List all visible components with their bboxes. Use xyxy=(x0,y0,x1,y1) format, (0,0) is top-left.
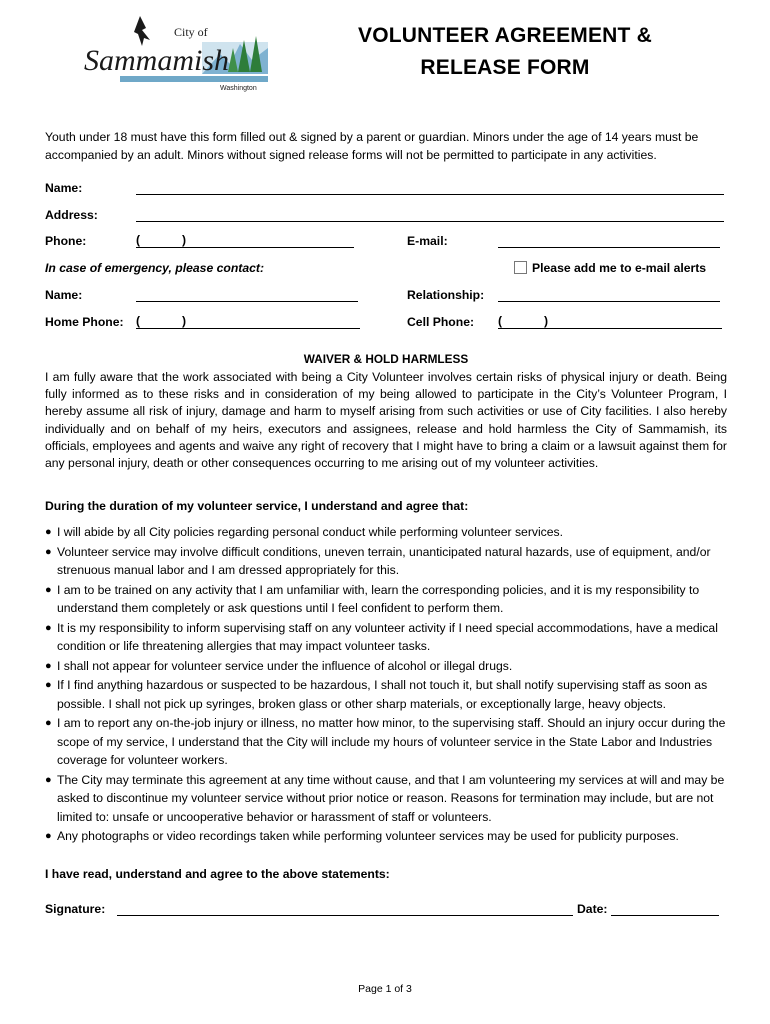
title-line-2: RELEASE FORM xyxy=(420,56,590,79)
email-alerts-label: Please add me to e-mail alerts xyxy=(532,261,707,275)
during-heading: During the duration of my volunteer service, I understand and agree that: xyxy=(45,499,469,513)
page-number: Page 1 of 3 xyxy=(358,983,412,995)
waiver-text: I am fully aware that the work associated with being a City Volunteer involves certain risks of physical injury or death. Being fully informed as to these risks and in consideration of my being allowed to participate in the City’s Volunteer Program, I hereby assume all risk of injury, damage and harm to myself arising from such activities or use of City facilities. I also hereby individually and on behalf of my heirs, executors and assignees, release and hold harmless the City of Sammamish, its officials, employees and agents and waive any right of recovery that I might have to bring a claim or a lawsuit against them for any personal injury, death or other consequences occurring to me arising out of my volunteer activities. xyxy=(45,370,727,471)
list-item: ● I am to be trained on any activity that I am unfamiliar with, learn the corresponding policies, and it is my responsibility to understand them completely or ask questions until I feel confident to perform them. xyxy=(45,582,700,615)
bullet-icon: ● xyxy=(45,679,52,691)
emergency-heading: In case of emergency, please contact: xyxy=(45,261,265,275)
form-title xyxy=(300,20,710,84)
home-phone-area-open: ( xyxy=(136,314,141,328)
phone-area-close: ) xyxy=(182,233,187,247)
email-alerts-checkbox[interactable] xyxy=(514,261,527,274)
address-field[interactable] xyxy=(136,221,724,222)
emergency-name-label: Name: xyxy=(45,288,83,302)
phone-label: Phone: xyxy=(45,234,87,248)
cell-phone-area-close: ) xyxy=(544,314,549,328)
phone-area-open: ( xyxy=(136,233,141,247)
home-phone-area-close: ) xyxy=(182,314,187,328)
signature-field[interactable] xyxy=(117,915,573,916)
list-item: ● I will abide by all City policies regarding personal conduct while performing volunteer services. xyxy=(45,523,735,542)
agreement-bullets xyxy=(45,523,735,847)
date-label: Date: xyxy=(577,902,608,916)
list-item: ● The City may terminate this agreement at any time without cause, and that I am volunteering my services at will and may be asked to discontinue my volunteer service without prior notice or reason. Reasons for termination may include, but are not limited to: unsafe or uncooperative behavior or harassment of staff or volunteers. xyxy=(45,772,725,824)
emergency-name-field[interactable] xyxy=(136,301,358,302)
bullet-icon: ● xyxy=(45,830,52,842)
name-label: Name: xyxy=(45,181,83,195)
svg-text:Sammamish: Sammamish xyxy=(84,44,230,77)
address-label: Address: xyxy=(45,208,98,222)
list-item: ● Any photographs or video recordings taken while performing volunteer services may be used for publicity purposes. xyxy=(45,827,735,846)
svg-text:City of: City of xyxy=(174,25,208,39)
date-field[interactable] xyxy=(611,915,719,916)
cell-phone-field[interactable] xyxy=(498,328,722,329)
intro-text: Youth under 18 must have this form filled out & signed by a parent or guardian. Minors under the age of 14 years must be accompanied by an adult. Minors without signed release forms will not be permitted to participate in any activities. xyxy=(45,130,699,162)
list-item: ● I shall not appear for volunteer service under the influence of alcohol or illegal drugs. xyxy=(45,657,735,676)
bullet-icon: ● xyxy=(45,717,52,729)
list-item: ● I am to report any on-the-job injury or illness, no matter how minor, to the supervising staff. Should an injury occur during the scope of my service, I understand that the City will include my hours of volunteer service in the State Labor and Industries coverage for volunteer workers. xyxy=(45,716,726,767)
svg-text:Washington: Washington xyxy=(220,85,257,92)
waiver-heading: WAIVER & HOLD HARMLESS xyxy=(303,352,469,366)
phone-field[interactable] xyxy=(136,247,354,248)
bullet-icon: ● xyxy=(45,659,52,672)
cell-phone-label: Cell Phone: xyxy=(407,315,475,329)
sammamish-logo-icon xyxy=(80,14,276,94)
relationship-label: Relationship: xyxy=(407,288,485,302)
email-field[interactable] xyxy=(498,247,720,248)
cell-phone-area-open: ( xyxy=(498,314,503,328)
list-item: ● If I find anything hazardous or suspected to be hazardous, I shall not touch it, but shall notify supervising staff as soon as possible. I shall not pick up syringes, broken glass or other sharp materials, or exceptionally large, heavy objects. xyxy=(45,678,708,711)
name-field[interactable] xyxy=(136,194,724,195)
bullet-icon: ● xyxy=(45,545,52,558)
home-phone-label: Home Phone: xyxy=(45,315,124,329)
city-logo xyxy=(80,14,276,94)
agree-statement: I have read, understand and agree to the above statements: xyxy=(45,867,390,881)
list-item: ● Volunteer service may involve difficult conditions, uneven terrain, unanticipated natural hazards, use of equipment, and/or strenuous manual labor and I am dressed appropriately for this. xyxy=(45,544,711,577)
bullet-icon: ● xyxy=(45,621,52,634)
email-label: E-mail: xyxy=(407,234,448,248)
title-line-1: VOLUNTEER AGREEMENT & xyxy=(358,24,652,47)
bullet-icon: ● xyxy=(45,526,52,538)
bullet-icon: ● xyxy=(45,773,52,786)
bullet-icon: ● xyxy=(45,583,52,596)
home-phone-field[interactable] xyxy=(136,328,360,329)
signature-label: Signature: xyxy=(45,902,106,916)
relationship-field[interactable] xyxy=(498,301,720,302)
list-item: ● It is my responsibility to inform supervising staff on any volunteer activity if I need special accommodations, have a medical condition or life threatening allergies that may impact volunteer tasks. xyxy=(45,620,718,653)
